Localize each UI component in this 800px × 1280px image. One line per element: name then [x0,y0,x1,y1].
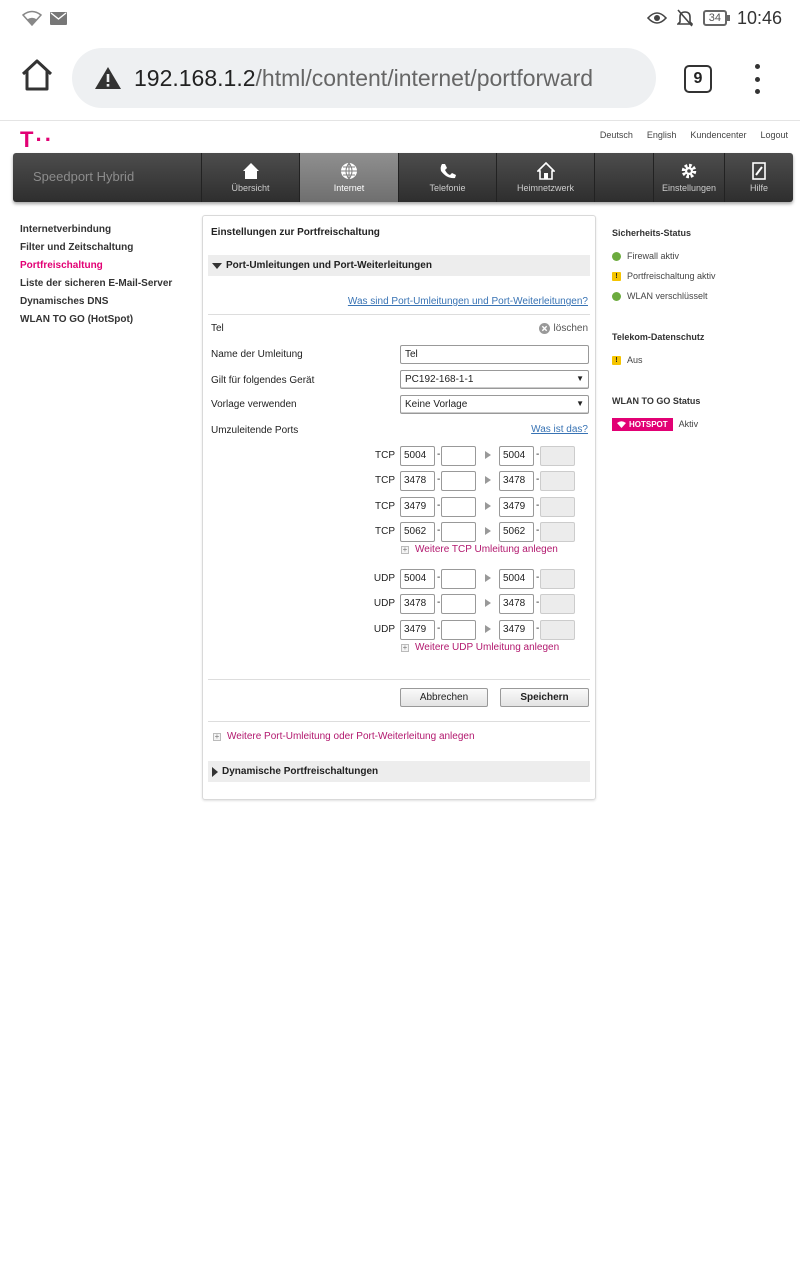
top-links [600,130,788,140]
from-port-end-input[interactable] [441,522,476,542]
url-host: 192.168.1.2 [134,64,256,91]
nav-internet[interactable] [299,153,398,202]
port-row [363,522,593,542]
to-port-end-input [540,620,575,640]
port-row [363,594,593,614]
range-dash: - [536,622,540,634]
range-dash: - [437,524,441,536]
nav-spacer [594,153,653,202]
wlan-to-go-status [612,396,700,434]
cancel-button[interactable]: Abbrechen [400,688,488,707]
label-template: Vorlage verwenden [211,399,297,410]
help-book-icon [750,162,768,180]
sidenav-filter[interactable]: Filter und Zeitschaltung [20,242,134,253]
protocol-label: UDP [373,573,395,584]
entry-name: Tel [211,323,224,334]
portforward-panel [202,215,596,800]
warning-icon [94,66,122,90]
privacy-status [612,332,704,370]
gear-icon [680,162,698,180]
range-dash: - [536,499,540,511]
add-tcp-link[interactable] [401,544,558,555]
add-port-forward-link[interactable] [213,731,475,742]
ok-icon [612,252,621,261]
home-icon[interactable] [20,58,54,92]
to-port-end-input [540,446,575,466]
save-button[interactable]: Speichern [500,688,589,707]
nav-label: Telefonie [429,183,466,193]
from-port-start-input[interactable]: 3478 [400,594,435,614]
from-port-end-input[interactable] [441,569,476,589]
to-port-start-input[interactable]: 3478 [499,594,534,614]
add-udp-link[interactable] [401,642,559,653]
port-row [363,569,593,589]
forward-arrow-icon [485,599,491,607]
port-row [363,446,593,466]
status-text: Firewall aktiv [627,251,680,261]
delete-circle-icon [539,323,550,334]
delete-label: löschen [553,323,588,334]
sidenav-email-server[interactable]: Liste der sicheren E-Mail-Server [20,278,173,289]
address-bar[interactable] [72,48,656,108]
from-port-start-input[interactable]: 3479 [400,497,435,517]
overflow-menu-icon[interactable] [752,64,762,94]
forward-arrow-icon [485,502,491,510]
nav-label: Übersicht [231,183,270,193]
forward-arrow-icon [485,476,491,484]
nav-einstellungen[interactable] [653,153,724,202]
router-webpage [0,120,800,1280]
label-device: Gilt für folgendes Gerät [211,375,315,386]
help-link[interactable]: Was sind Port-Umleitungen und Port-Weiterleitungen? [347,296,588,307]
divider [208,679,590,680]
add-more-label: Weitere Port-Umleitung oder Port-Weiterleitung anlegen [227,731,475,742]
nav-label: Internet [333,183,365,193]
what-is-this-link[interactable]: Was ist das? [531,424,588,435]
status-portforward [612,266,716,286]
to-port-end-input [540,497,575,517]
sidenav-internetverbindung[interactable]: Internetverbindung [20,224,112,235]
from-port-start-input[interactable]: 5062 [400,522,435,542]
android-status-bar [0,0,800,36]
from-port-start-input[interactable]: 5004 [400,446,435,466]
globe-icon [340,162,358,180]
to-port-end-input [540,569,575,589]
to-port-start-input[interactable]: 5004 [499,446,534,466]
main-navbar [13,153,793,202]
status-text: Portfreischaltung aktiv [627,271,716,281]
wlan-title: WLAN TO GO Status [612,396,701,406]
hotspot-label: HOTSPOT [629,419,668,429]
to-port-start-input[interactable]: 3478 [499,471,534,491]
from-port-end-input[interactable] [441,594,476,614]
forward-arrow-icon [485,527,491,535]
delete-button[interactable] [539,323,588,334]
sidenav-dns[interactable]: Dynamisches DNS [20,296,109,307]
nav-hilfe[interactable] [724,153,793,202]
nav-uebersicht[interactable] [201,153,299,202]
from-port-end-input[interactable] [441,446,476,466]
to-port-start-input[interactable]: 3479 [499,497,534,517]
port-row [363,497,593,517]
nav-label: Hilfe [749,183,768,193]
protocol-label: TCP [375,475,395,487]
url-path: /html/content/internet/portforward [255,64,594,91]
browser-toolbar [0,36,800,120]
name-input[interactable]: Tel [400,345,589,364]
collapse-arrow-icon [212,263,222,269]
device-select[interactable]: PC192-168-1-1 ▼ [400,370,589,389]
nav-heimnetzwerk[interactable] [496,153,594,202]
status-privacy [612,350,704,370]
eye-icon [647,11,667,25]
section-title: Port-Umleitungen und Port-Weiterleitungen [226,260,432,271]
range-dash: - [536,474,540,486]
range-dash: - [437,597,441,609]
range-dash: - [536,572,540,583]
range-dash: - [536,524,540,536]
status-wlan [612,286,716,306]
status-text: WLAN verschlüsselt [627,291,708,301]
ok-icon [612,292,621,301]
status-text: Aktiv [678,419,699,429]
clock: 10:46 [736,7,782,28]
protocol-label: UDP [373,623,395,635]
range-dash: - [437,474,441,486]
status-firewall [612,246,716,266]
status-hotspot [612,414,700,434]
nav-label: Einstellungen [661,183,717,193]
from-port-start-input[interactable]: 3478 [400,471,435,491]
plus-icon: + [402,544,408,554]
range-dash: - [437,449,441,460]
protocol-label: TCP [375,450,395,461]
link-english[interactable]: English [646,130,677,140]
protocol-label: TCP [375,500,395,512]
wifi-small-icon [617,421,626,428]
expand-arrow-icon [212,767,218,777]
forward-arrow-icon [485,451,491,459]
house-network-icon [537,162,555,180]
range-dash: - [437,622,441,634]
port-row [363,620,593,640]
from-port-start-input[interactable]: 3479 [400,620,435,640]
sidenav-portfreischaltung[interactable]: Portfreischaltung [20,260,103,271]
mail-icon [50,12,67,25]
to-port-start-input[interactable]: 5004 [499,569,534,589]
divider [208,314,590,315]
privacy-title: Telekom-Datenschutz [612,332,705,342]
plus-icon: + [402,642,408,652]
divider [208,721,590,722]
section-title: Dynamische Portfreischaltungen [222,766,379,777]
link-kundencenter[interactable]: Kundencenter [690,130,747,140]
phone-icon [439,162,457,180]
add-udp-label: Weitere UDP Umleitung anlegen [415,642,560,653]
section-dynamic[interactable] [208,761,590,782]
to-port-start-input[interactable]: 3479 [499,620,534,640]
range-dash: - [536,449,540,460]
range-dash: - [536,597,540,609]
range-dash: - [437,572,441,583]
section-port-forwarding[interactable] [208,255,590,276]
battery-indicator: 34 [703,10,727,26]
side-navigation [20,224,172,325]
to-port-end-input [540,522,575,542]
range-dash: - [437,499,441,511]
to-port-end-input [540,594,575,614]
add-tcp-label: Weitere TCP Umleitung anlegen [415,544,558,555]
security-status [612,228,716,306]
link-deutsch[interactable]: Deutsch [599,130,633,140]
forward-arrow-icon [485,625,491,633]
panel-title: Einstellungen zur Portfreischaltung [211,227,380,238]
bell-off-icon [677,9,693,27]
telekom-logo[interactable]: T·· [20,127,55,152]
from-port-end-input[interactable] [441,620,476,640]
protocol-label: UDP [373,598,395,610]
tab-switcher-button[interactable]: 9 [684,65,712,93]
warning-icon: ! [612,356,621,365]
plus-icon: + [214,731,220,741]
label-name: Name der Umleitung [211,349,303,360]
wifi-icon [22,10,42,26]
port-row [363,471,593,491]
security-status-title: Sicherheits-Status [612,228,692,238]
forward-arrow-icon [485,574,491,582]
nav-telefonie[interactable] [398,153,496,202]
from-port-end-input[interactable] [441,497,476,517]
warning-icon: ! [612,272,621,281]
from-port-start-input[interactable]: 5004 [400,569,435,589]
from-port-end-input[interactable] [441,471,476,491]
to-port-start-input[interactable]: 5062 [499,522,534,542]
sidenav-wlan-to-go[interactable]: WLAN TO GO (HotSpot) [20,314,134,325]
protocol-label: TCP [375,525,395,537]
template-select[interactable]: Keine Vorlage ▼ [400,395,589,414]
home-nav-icon [242,162,260,180]
label-ports: Umzuleitende Ports [211,425,299,436]
link-logout[interactable]: Logout [760,130,788,140]
hotspot-badge [612,418,673,431]
nav-label: Heimnetzwerk [516,183,574,193]
status-text: Aus [627,355,643,365]
brand-label: Speedport Hybrid [33,169,135,184]
to-port-end-input [540,471,575,491]
